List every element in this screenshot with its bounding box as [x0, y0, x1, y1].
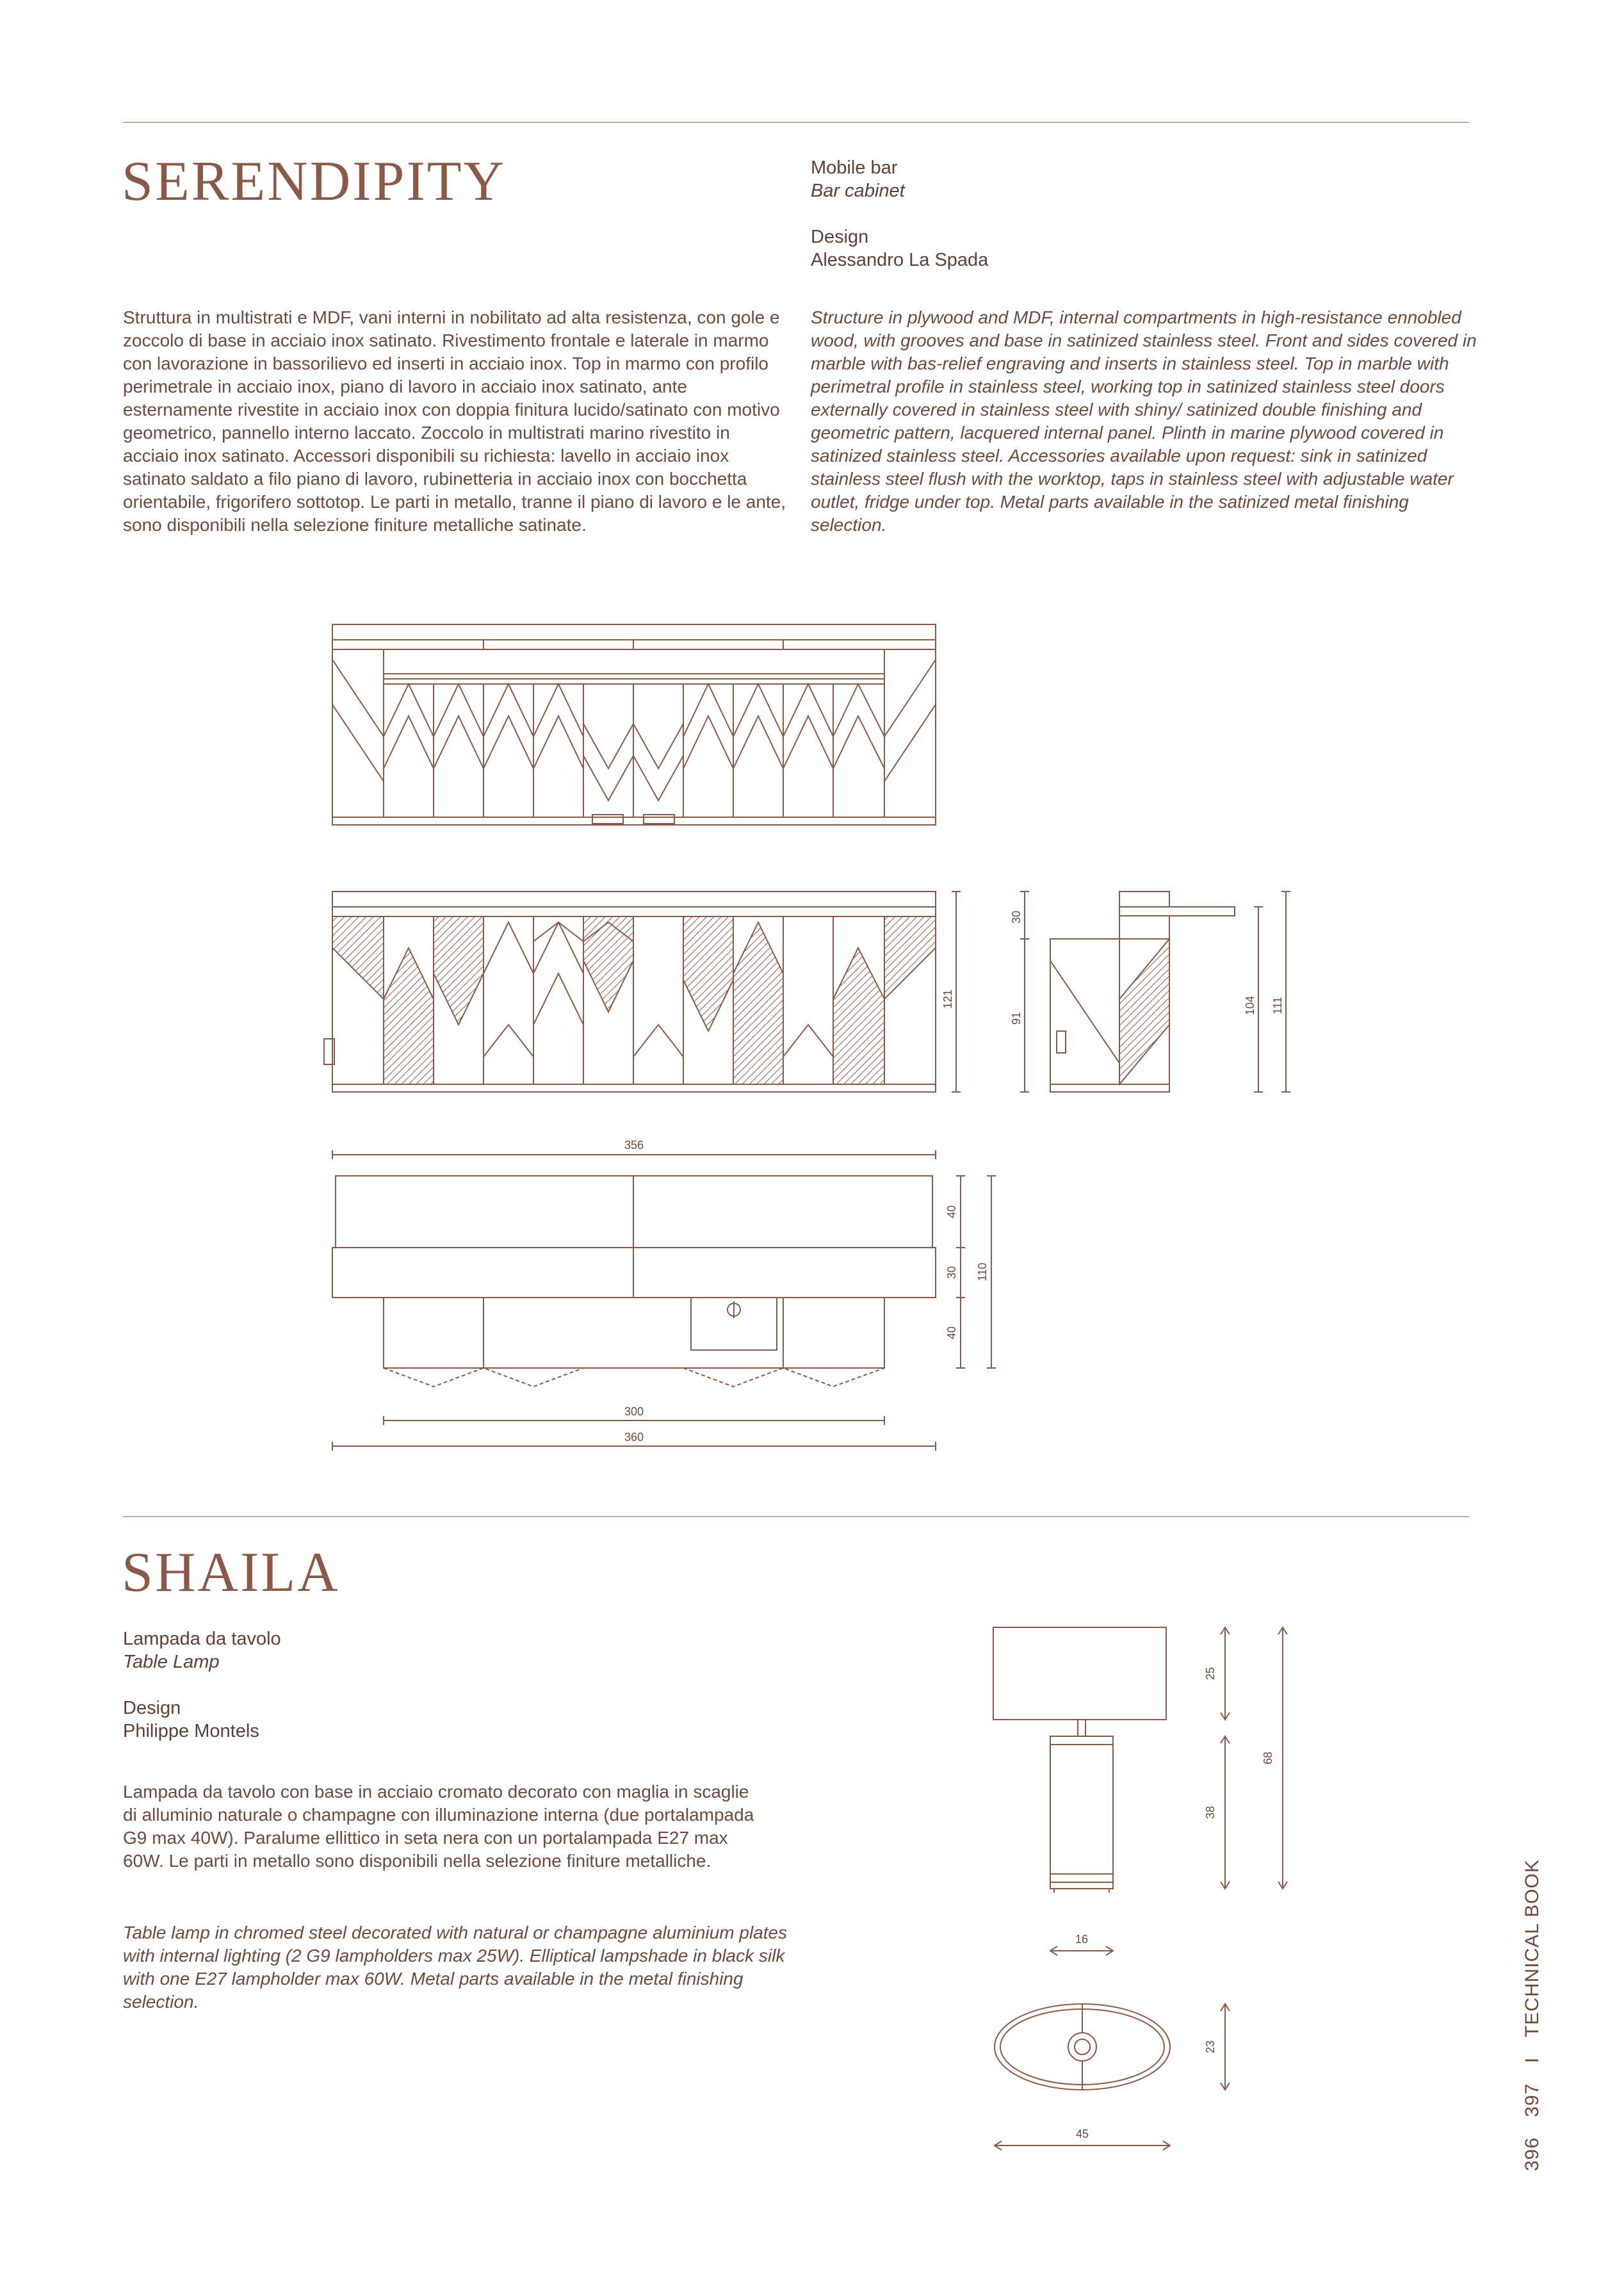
dim-top-width: 45 — [1075, 2128, 1089, 2140]
shaila-category-it: Lampada da tavolo — [123, 1629, 281, 1649]
dim-plan-depth-c: 40 — [945, 1326, 958, 1340]
sidebar-separator: I — [1522, 2056, 1543, 2064]
dim-base-height: 38 — [1204, 1805, 1217, 1820]
shaila-title: SHAILA — [122, 1542, 340, 1604]
dim-plan-total-width: 360 — [624, 1431, 644, 1444]
serendipity-description-it: Struttura in multistrati e MDF, vani interni in nobilitato ad alta resistenza, con gole e zoccolo di base in acciaio inox satinato. Rivestimento frontale e laterale in marmo con lavorazione in bassorilievo ed inserti in acciaio inox. Top in marmo con profilo perimetrale in acciaio inox, piano di lavoro in acciaio inox satinato, ante esternamente rivestite in acciaio inox con doppia finitura lucido/satinato con motivo geometrico, pannello interno laccato. Zoccolo in multistrati marino rivestito in acciaio inox satinato. Accessori disponibili su richiesta: lavello in acciaio inox satinato saldato a filo piano di lavoro, rubinetteria in acciaio inox con bocchetta orientabile, frigorifero sottotop. Le parti in metallo, tranne il piano di lavoro e le ante, sono disponibili nella selezione finiture metalliche satinate. — [123, 307, 786, 535]
shaila-category-en: Table Lamp — [123, 1652, 220, 1672]
dim-plan-total-depth: 110 — [976, 1262, 989, 1282]
serendipity-designer: Alessandro La Spada — [811, 250, 989, 270]
page-sidebar — [1522, 1859, 1543, 2178]
shaila-design-label: Design — [123, 1698, 181, 1718]
sidebar-text — [1522, 1845, 1543, 2171]
page-number-right: 397 — [1522, 2083, 1543, 2117]
dim-front-height: 121 — [941, 989, 954, 1009]
dim-side-height-b: 111 — [1271, 997, 1284, 1014]
dim-base-width: 16 — [1075, 1933, 1089, 1946]
dim-plan-top-width: 356 — [624, 1139, 644, 1152]
dim-plan-inner-width: 300 — [624, 1405, 644, 1418]
dim-plan-depth-b: 30 — [945, 1266, 958, 1280]
shaila-designer: Philippe Montels — [123, 1721, 259, 1741]
serendipity-category-en: Bar cabinet — [811, 181, 905, 201]
book-title: TECHNICAL BOOK — [1522, 1859, 1543, 2038]
shaila-description-it: Lampada da tavolo con base in acciaio cromato decorato con maglia in scaglie di alluminio naturale o champagne con illuminazione interna (due portalampada G9 max 40W). Paralume ellittico in seta nera con un portalampada E27 max 60W. Le parti in metallo sono disponibili nella selezione finiture metalliche. — [123, 1782, 754, 1871]
serendipity-category-it: Mobile bar — [811, 158, 898, 178]
serendipity-design-label: Design — [811, 227, 869, 247]
serendipity-title: SERENDIPITY — [122, 151, 507, 213]
dim-side-top: 30 — [1010, 910, 1023, 924]
dim-plan-depth-a: 40 — [945, 1205, 958, 1219]
dim-total-height: 68 — [1262, 1751, 1274, 1765]
dim-side-body: 91 — [1010, 1011, 1023, 1025]
shaila-description-en: Table lamp in chromed steel decorated with natural or champagne aluminium plates with internal lighting (2 G9 lampholders max 25W). Elliptical lampshade in black silk with one E27 lampholder max 60W. Metal parts available in the metal finishing selection. — [123, 1923, 788, 2012]
dim-side-height-a: 104 — [1244, 995, 1256, 1016]
dim-shade-height: 25 — [1204, 1666, 1217, 1681]
page-number-left: 396 — [1522, 2137, 1543, 2171]
serendipity-description-en: Structure in plywood and MDF, internal compartments in high-resistance ennobled wood, with grooves and base in satinized stainless steel. Front and sides covered in marble with bas-relief engraving and inserts in stainless steel. Top in marble with perimetral profile in stainless steel, working top in satinized stainless steel doors externally covered in stainless steel with shiny/ satinized double finishing and geometric pattern, lacquered internal panel. Plinth in marine plywood covered in satinized stainless steel. Accessories available upon request: sink in satinized stainless steel flush with the worktop, taps in stainless steel with adjustable water outlet, fridge under top. Metal parts available in the satinized metal finishing selection. — [811, 307, 1477, 535]
dim-top-depth: 23 — [1204, 2040, 1217, 2054]
